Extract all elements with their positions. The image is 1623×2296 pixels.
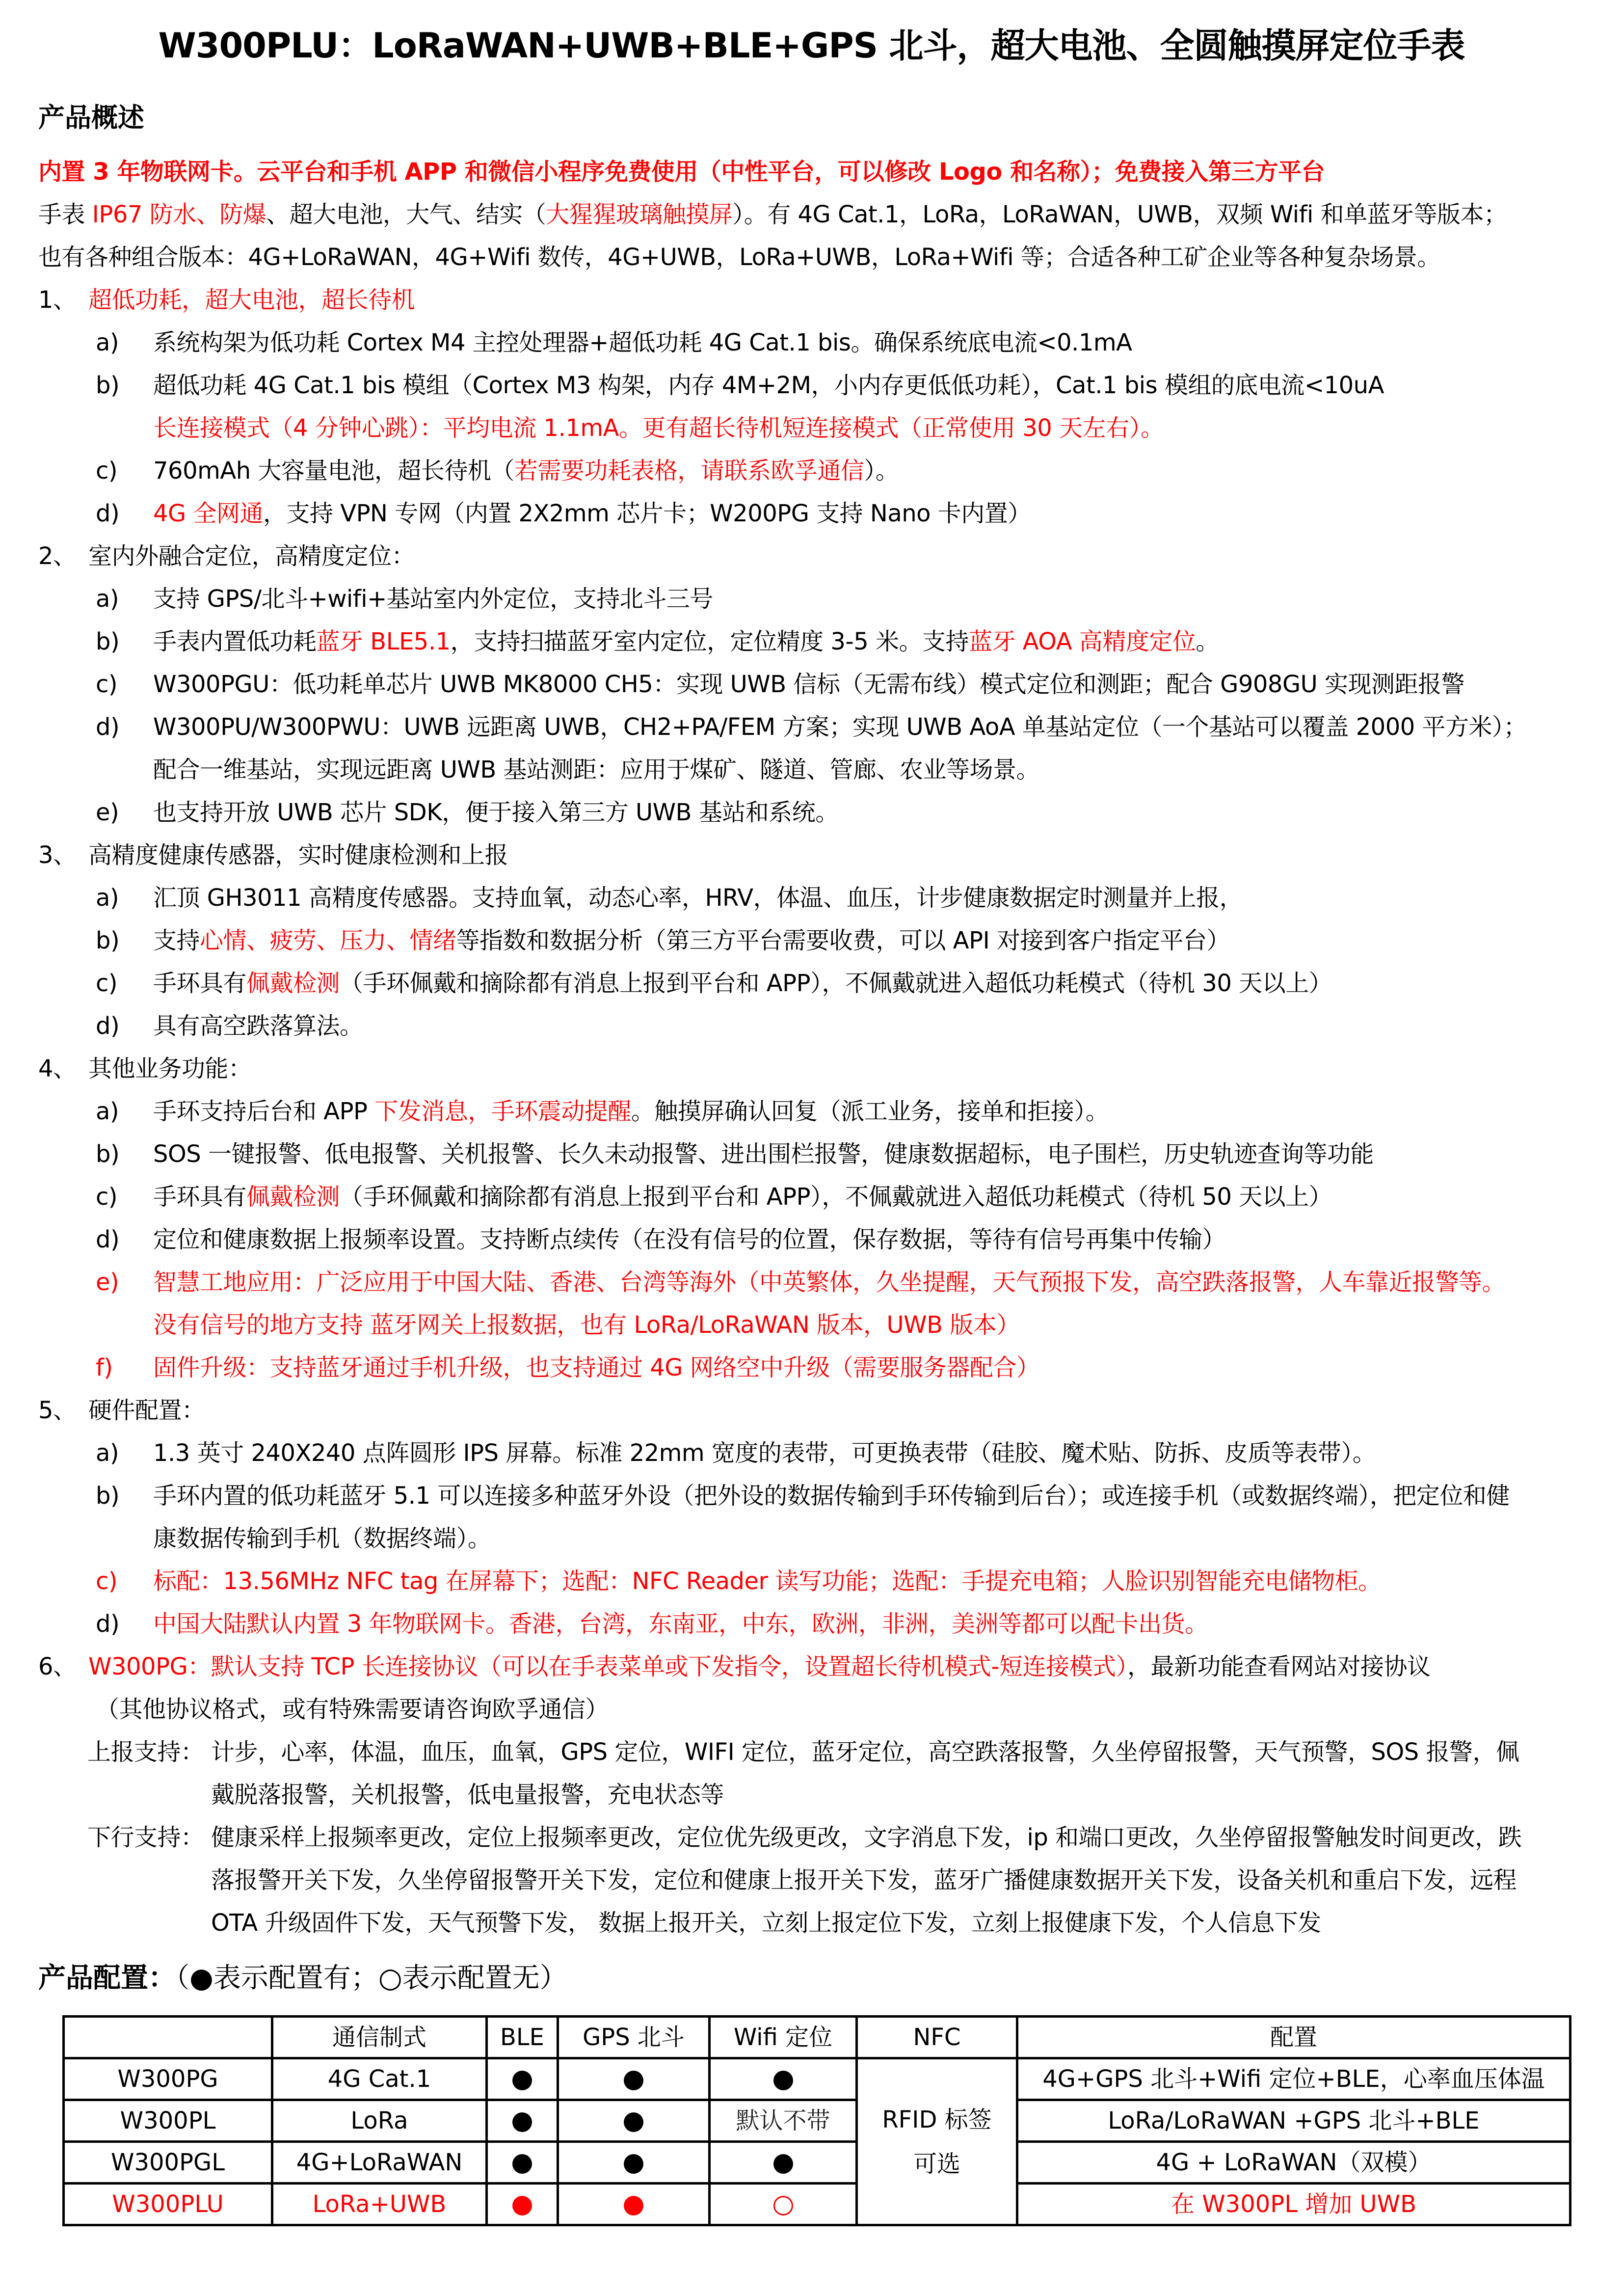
item-label: a) — [96, 329, 119, 356]
section-2-item-b — [96, 621, 1219, 663]
cell-ble — [487, 2142, 558, 2184]
item-text: 手环内置的低功耗蓝牙 5.1 可以连接多种蓝牙外设（把外设的数据传输到手环传输到后台）；或连接手机（或数据终端），把定位和健 — [153, 1482, 1510, 1510]
cell-config: 在 W300PL 增加 UWB — [1017, 2184, 1570, 2225]
section-5-item-d — [96, 1603, 1208, 1646]
header-wifi: Wifi 定位 — [710, 2017, 857, 2058]
document-title: W300PLU：LoRaWAN+UWB+BLE+GPS 北斗，超大电池、全圆触摸屏定位手表 — [158, 26, 1465, 66]
item-label: d) — [96, 1610, 120, 1638]
cell-gps — [558, 2100, 710, 2142]
cell-communication: LoRa+UWB — [272, 2184, 487, 2225]
item-text: 等指数和数据分析（第三方平台需要收费，可以 API 对接到客户指定平台） — [456, 927, 1230, 954]
filled-dot-icon — [773, 2154, 793, 2174]
item-text: 1.3 英寸 240X240 点阵圆形 IPS 屏幕。标准 22mm 宽度的表带，可更换表带（硅胶、魔术贴、防拆、皮质等表带）。 — [153, 1439, 1376, 1467]
filled-dot-icon — [512, 2071, 532, 2090]
filled-dot-icon — [512, 2154, 532, 2174]
item-text: 手环支持后台和 APP — [153, 1098, 375, 1125]
item-text-red: 蓝牙 BLE5.1 — [316, 628, 451, 655]
item-label: a) — [96, 1098, 119, 1125]
section-6-downlink-support-continued-2: OTA 升级固件下发，天气预警下发， 数据上报开关，立刻上报定位下发，立刻上报健康下发，个人信息下发 — [211, 1909, 1321, 1937]
text-red: IP67 防水、防爆 — [92, 201, 266, 228]
section-3-item-b — [96, 919, 1230, 962]
header-config: 配置 — [1017, 2017, 1570, 2058]
section-6-downlink-support-continued-1: 落报警开关下发，久坐停留报警开关下发，定位和健康上报开关下发，蓝牙广播健康数据开关下发，设备关机和重启下发，远程 — [211, 1866, 1517, 1894]
downlink-label: 下行支持： — [87, 1824, 204, 1851]
item-text: ，支持扫描蓝牙室内定位，定位精度 3-5 米。支持 — [450, 628, 969, 655]
item-text: 定位和健康数据上报频率设置。支持断点续传（在没有信号的位置，保存数据，等待有信号再集中传输） — [153, 1226, 1226, 1253]
section-4-item-e-continued: 没有信号的地方支持 蓝牙网关上报数据，也有 LoRa/LoRaWAN 版本，UWB 版本） — [153, 1311, 1020, 1339]
item-label: d) — [96, 1012, 120, 1040]
section-number: 3、 — [38, 841, 77, 869]
config-legend: （●表示配置有；○表示配置无） — [176, 1962, 567, 1994]
cell-nfc-merged — [857, 2058, 1017, 2225]
section-number: 2、 — [38, 542, 77, 570]
section-6-heading — [38, 1646, 1431, 1688]
item-text-red: 中国大陆默认内置 3 年物联网卡。香港，台湾，东南亚，中东，欧洲，非洲，美洲等都可以配卡出货。 — [153, 1610, 1208, 1638]
header-gps: GPS 北斗 — [558, 2017, 710, 2058]
cell-gps — [558, 2184, 710, 2225]
overview-intro-line-2: 也有各种组合版本：4G+LoRaWAN，4G+Wifi 数传，4G+UWB，LoRa+UWB，LoRa+Wifi 等；合适各种工矿企业等各种复杂场景。 — [38, 243, 1440, 271]
cell-config: 4G + LoRaWAN（双模） — [1017, 2142, 1570, 2184]
item-text-red: 4G 全网通 — [153, 500, 263, 527]
item-text: （手环佩戴和摘除都有消息上报到平台和 APP），不佩戴就进入超低功耗模式（待机 30 天以上） — [340, 970, 1332, 997]
section-5-item-b-continued: 康数据传输到手机（数据终端）。 — [153, 1525, 491, 1552]
header-nfc: NFC — [857, 2017, 1017, 2058]
cell-gps — [558, 2142, 710, 2184]
section-1-heading — [38, 279, 415, 322]
nfc-line-1: RFID 标签 — [882, 2106, 992, 2134]
section-1-item-b — [96, 364, 1384, 407]
section-number: 5、 — [38, 1397, 77, 1424]
cell-ble — [487, 2100, 558, 2142]
section-3-item-d — [96, 1005, 363, 1048]
item-text-red: 佩戴检测 — [246, 970, 340, 997]
text: 手表 — [38, 201, 92, 228]
item-label: c) — [96, 1567, 118, 1595]
section-4-item-d — [96, 1218, 1225, 1261]
header-ble: BLE — [487, 2017, 558, 2058]
section-title: 室内外融合定位，高精度定位： — [88, 542, 415, 570]
cell-ble — [487, 2184, 558, 2225]
table-row — [64, 2100, 1570, 2142]
table-header-row — [64, 2017, 1570, 2058]
item-label: b) — [96, 1482, 120, 1510]
item-text: SOS 一键报警、低电报警、关机报警、长久未动报警、进出围栏报警，健康数据超标，电子围栏，历史轨迹查询等功能 — [153, 1140, 1374, 1168]
item-text-red: 蓝牙 AOA 高精度定位 — [969, 628, 1196, 655]
item-label: c) — [96, 457, 118, 485]
item-label: b) — [96, 1140, 120, 1168]
item-text: 手环具有 — [153, 1183, 247, 1211]
item-label: f) — [96, 1354, 113, 1381]
item-label: c) — [96, 671, 118, 698]
item-text-red: 下发消息，手环震动提醒 — [374, 1098, 631, 1125]
cell-wifi — [710, 2058, 857, 2100]
cell-config: 4G+GPS 北斗+Wifi 定位+BLE，心率血压体温 — [1017, 2058, 1570, 2100]
table-row — [64, 2142, 1570, 2184]
cell-gps — [558, 2058, 710, 2100]
text: ）。有 4G Cat.1，LoRa，LoRaWAN，UWB，双频 Wifi 和单蓝牙等版本； — [732, 201, 1507, 228]
section-1-item-b-continued: 长连接模式（4 分钟心跳）：平均电流 1.1mA。更有超长待机短连接模式（正常使用 30 天左右）。 — [153, 414, 1164, 442]
cell-ble — [487, 2058, 558, 2100]
section-5-heading — [38, 1389, 205, 1432]
text: 、超大电池，大气、结实（ — [266, 201, 546, 228]
section-number: 4、 — [38, 1055, 77, 1082]
item-text: 系统构架为低功耗 Cortex M4 主控处理器+超低功耗 4G Cat.1 bis。确保系统底电流<0.1mA — [153, 329, 1132, 356]
downlink-text: 健康采样上报频率更改，定位上报频率更改，定位优先级更改，文字消息下发，ip 和端口更改，久坐停留报警触发时间更改，跌 — [211, 1824, 1522, 1851]
section-4-item-c — [96, 1176, 1332, 1218]
item-label: b) — [96, 927, 120, 954]
config-heading — [38, 1956, 567, 2000]
section-6-upload-support-continued: 戴脱落报警，关机报警，低电量报警，充电状态等 — [211, 1781, 724, 1809]
section-2-item-a — [96, 578, 713, 621]
item-label: b) — [96, 372, 120, 399]
header-model — [64, 2017, 272, 2058]
item-label: c) — [96, 1183, 118, 1211]
section-5-item-a — [96, 1432, 1376, 1475]
cell-model: W300PGL — [64, 2142, 272, 2184]
section-2-item-c — [96, 663, 1464, 706]
section-number: 1、 — [38, 286, 77, 314]
item-text: ）。 — [864, 457, 899, 485]
overview-highlight: 内置 3 年物联网卡。云平台和手机 APP 和微信小程序免费使用（中性平台，可以修改 Logo 和名称）；免费接入第三方平台 — [38, 158, 1325, 186]
cell-model: W300PL — [64, 2100, 272, 2142]
item-label: b) — [96, 628, 120, 655]
item-text: 支持 — [153, 927, 200, 954]
section-2-item-d — [96, 706, 1527, 749]
header-communication: 通信制式 — [272, 2017, 487, 2058]
section-2-item-e — [96, 791, 839, 834]
upload-text: 计步，心率，体温，血压，血氧，GPS 定位，WIFI 定位，蓝牙定位，高空跌落报警，久坐停留报警，天气预警，SOS 报警，佩 — [211, 1738, 1519, 1766]
overview-intro-line-1 — [38, 193, 1507, 236]
filled-dot-icon — [624, 2112, 643, 2132]
hollow-circle-icon — [773, 2196, 793, 2215]
cell-communication: 4G Cat.1 — [272, 2058, 487, 2100]
cell-communication: 4G+LoRaWAN — [272, 2142, 487, 2184]
item-label: d) — [96, 713, 120, 741]
cell-model: W300PLU — [64, 2184, 272, 2225]
item-text: W300PU/W300PWU：UWB 远距离 UWB，CH2+PA/FEM 方案；实现 UWB AoA 单基站定位（一个基站可以覆盖 2000 平方米）； — [153, 713, 1527, 741]
section-4-item-f — [96, 1347, 1039, 1389]
table-row-highlighted — [64, 2184, 1570, 2225]
item-text: W300PGU：低功耗单芯片 UWB MK8000 CH5：实现 UWB 信标（无需布线）模式定位和测距；配合 G908GU 实现测距报警 — [153, 671, 1465, 698]
filled-dot-icon — [624, 2071, 643, 2090]
section-2-heading — [38, 535, 415, 578]
section-1-item-d — [96, 492, 1031, 535]
item-label: a) — [96, 585, 119, 613]
item-text: 超低功耗 4G Cat.1 bis 模组（Cortex M3 构架，内存 4M+2M，小内存更低低功耗），Cat.1 bis 模组的底电流<10uA — [153, 372, 1384, 399]
item-text-red: 心情、疲劳、压力、情绪 — [200, 927, 456, 954]
item-label: c) — [96, 970, 118, 997]
item-text: 智慧工地应用：广泛应用于中国大陆、香港、台湾等海外（中英繁体，久坐提醒，天气预报下发，高空跌落报警，人车靠近报警等。 — [153, 1269, 1506, 1296]
section-title: ，最新功能查看网站对接协议 — [1127, 1653, 1431, 1680]
item-text: 也支持开放 UWB 芯片 SDK，便于接入第三方 UWB 基站和系统。 — [153, 799, 839, 826]
item-text: ，支持 VPN 专网（内置 2X2mm 芯片卡；W200PG 支持 Nano 卡内置） — [263, 500, 1031, 527]
text-red: 大猩猩玻璃触摸屏 — [546, 201, 733, 228]
cell-config: LoRa/LoRaWAN +GPS 北斗+BLE — [1017, 2100, 1570, 2142]
section-3-item-c — [96, 962, 1332, 1005]
section-5-item-b — [96, 1475, 1510, 1517]
section-5-item-c — [96, 1560, 1382, 1603]
section-4-heading — [38, 1048, 252, 1090]
item-text: 手环具有 — [153, 970, 247, 997]
cell-model: W300PG — [64, 2058, 272, 2100]
item-label: e) — [96, 1269, 119, 1296]
filled-dot-icon — [512, 2112, 532, 2132]
filled-dot-icon — [512, 2196, 532, 2215]
nfc-line-2: 可选 — [913, 2150, 960, 2178]
section-1-item-c — [96, 450, 899, 492]
item-text: 支持 GPS/北斗+wifi+基站室内外定位，支持北斗三号 — [153, 585, 713, 613]
section-3-heading — [38, 834, 508, 877]
section-2-item-d-continued: 配合一维基站，实现远距离 UWB 基站测距：应用于煤矿、隧道、管廊、农业等场景。 — [153, 756, 1040, 783]
item-label: a) — [96, 1439, 119, 1467]
section-6-downlink-support — [87, 1816, 1521, 1859]
section-3-item-a — [96, 877, 1243, 919]
filled-dot-icon — [624, 2154, 643, 2174]
section-6-note: （其他协议格式，或有特殊需要请咨询欧孚通信） — [96, 1696, 609, 1723]
section-6-upload-support — [87, 1731, 1519, 1774]
cell-wifi: 默认不带 — [710, 2100, 857, 2142]
section-title: 硬件配置： — [88, 1397, 205, 1424]
cell-communication: LoRa — [272, 2100, 487, 2142]
item-text: 汇顶 GH3011 高精度传感器。支持血氧，动态心率，HRV，体温、血压，计步健康数据定时测量并上报， — [153, 884, 1243, 912]
item-text-red: 若需要功耗表格，请联系欧孚通信 — [514, 457, 864, 485]
overview-heading: 产品概述 — [38, 102, 144, 133]
config-table — [62, 2015, 1571, 2226]
item-text: 手表内置低功耗 — [153, 628, 317, 655]
item-text: （手环佩戴和摘除都有消息上报到平台和 APP），不佩戴就进入超低功耗模式（待机 50 天以上） — [340, 1183, 1332, 1211]
item-label: e) — [96, 799, 119, 826]
section-title: 其他业务功能： — [88, 1055, 252, 1082]
cell-wifi — [710, 2142, 857, 2184]
section-title-red: W300PG：默认支持 TCP 长连接协议（可以在手表菜单或下发指令，设置超长待机模式-短连接模式） — [88, 1653, 1128, 1680]
item-text-red: 佩戴检测 — [246, 1183, 340, 1211]
section-4-item-b — [96, 1133, 1374, 1176]
cell-wifi — [710, 2184, 857, 2225]
item-label: a) — [96, 884, 119, 912]
filled-dot-icon — [624, 2196, 643, 2215]
section-title: 高精度健康传感器，实时健康检测和上报 — [88, 841, 508, 869]
item-text: 760mAh 大容量电池，超长待机（ — [153, 457, 514, 485]
section-number: 6、 — [38, 1653, 77, 1680]
section-4-item-a — [96, 1090, 1109, 1133]
section-1-item-a — [96, 322, 1132, 364]
item-text: 标配：13.56MHz NFC tag 在屏幕下；选配：NFC Reader 读写功能；选配：手提充电箱；人脸识别智能充电储物柜。 — [153, 1567, 1382, 1595]
item-text: 固件升级：支持蓝牙通过手机升级，也支持通过 4G 网络空中升级（需要服务器配合） — [153, 1354, 1040, 1381]
item-text: 具有高空跌落算法。 — [153, 1012, 363, 1040]
table-row — [64, 2058, 1570, 2100]
filled-dot-icon — [773, 2071, 793, 2090]
item-text: 。 — [1196, 628, 1219, 655]
upload-label: 上报支持： — [87, 1738, 204, 1766]
config-heading-title: 产品配置： — [38, 1962, 176, 1994]
item-label: d) — [96, 500, 120, 527]
section-4-item-e — [96, 1261, 1505, 1304]
item-text: 。触摸屏确认回复（派工业务，接单和拒接）。 — [631, 1098, 1109, 1125]
item-label: d) — [96, 1226, 120, 1253]
section-title: 超低功耗，超大电池，超长待机 — [88, 286, 415, 314]
